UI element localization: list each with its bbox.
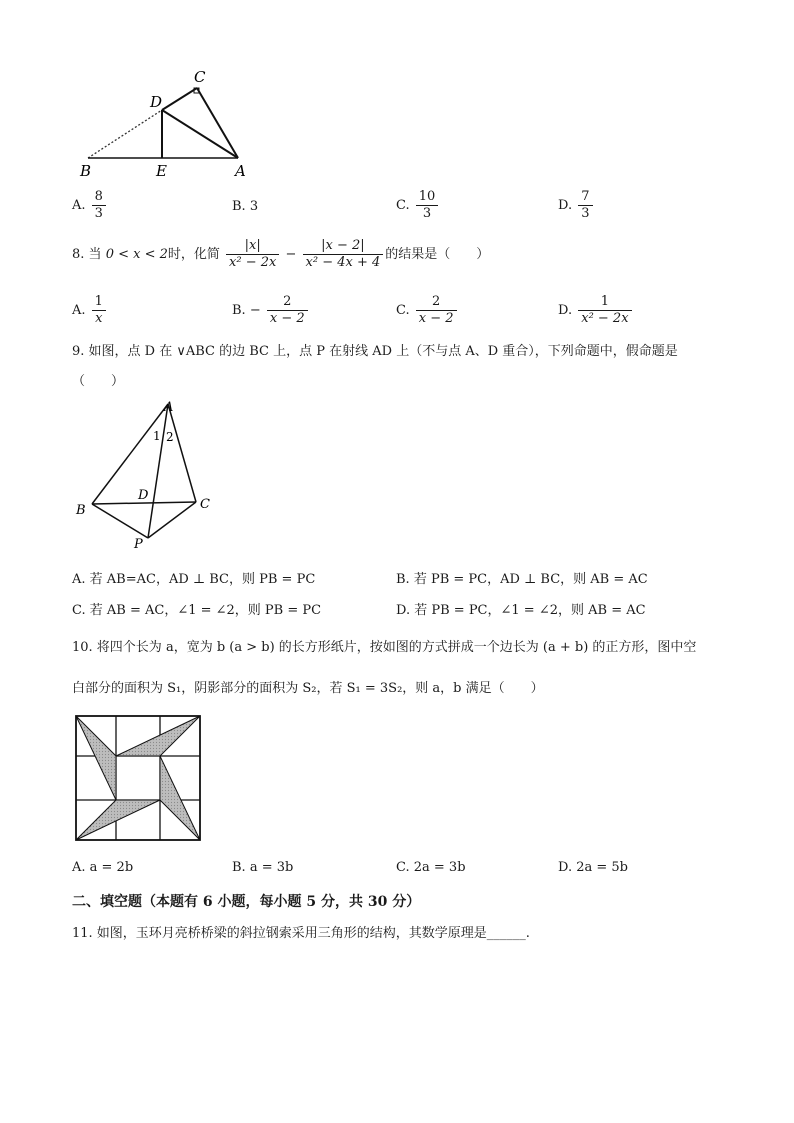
label-P: P — [134, 537, 143, 550]
q7-option-b[interactable]: B. 3 — [232, 199, 259, 214]
q9-option-a[interactable]: A. 若 AB=AC，AD ⊥ BC，则 PB = PC — [72, 572, 316, 587]
section-heading: 二、填空题（本题有 6 小题，每小题 5 分，共 30 分） — [72, 894, 421, 910]
q9-option-c[interactable]: C. 若 AB = AC，∠1 = ∠2，则 PB = PC — [72, 603, 322, 618]
label-C: C — [200, 497, 210, 512]
q7-option-c[interactable]: C. $\frac{10}{3}$ — [396, 189, 440, 222]
q8-option-c[interactable]: C. $\frac{2}{x - 2}$ — [396, 294, 459, 327]
q8-option-b[interactable]: B. − $\frac{2}{x - 2}$ — [232, 294, 310, 327]
q10-option-a[interactable]: A. a = 2b — [72, 860, 134, 875]
label-A: A — [164, 400, 174, 415]
angle-2-label: 2 — [166, 430, 174, 444]
q9-stem-line2: （ ） — [72, 374, 125, 389]
q7-figure — [70, 62, 260, 182]
angle-1-label: 1 — [153, 429, 161, 443]
q8-option-a[interactable]: A. $\frac{1}{x}$ — [72, 294, 108, 327]
q11-stem: 11. 如图，玉环月亮桥桥梁的斜拉钢索采用三角形的结构，其数学原理是______. — [72, 926, 530, 941]
q8-option-d[interactable]: D. $\frac{1}{\text{x² − 2x}}$ — [558, 294, 634, 327]
label-B: B — [80, 162, 92, 180]
q10-option-d[interactable]: D. 2a = 5b — [558, 860, 628, 875]
label-B: B — [76, 503, 86, 518]
q10-stem-line1: 10. 将四个长为 a，宽为 b (a > b) 的长方形纸片，按如图的方式拼成一个边长为 (a + b) 的正方形，图中空 — [72, 640, 697, 655]
label-C: C — [194, 68, 206, 86]
q8-stem: 8. 当 0 < x < 2时，化简 $\frac{|x|}{\text{x² − 2x}}$ − $\frac{|x - 2|}{\text{x² − 4x + 4}}$ 的结果是（ ） — [72, 238, 490, 270]
label-E: E — [156, 162, 167, 180]
q9-option-d[interactable]: D. 若 PB = PC，∠1 = ∠2，则 AB = AC — [396, 603, 646, 618]
q10-stem-line2: 白部分的面积为 S₁，阴影部分的面积为 S₂，若 S₁ = 3S₂，则 a，b 满足（ ） — [72, 681, 544, 696]
label-D: D — [138, 488, 149, 503]
label-D: D — [150, 93, 163, 111]
q10-figure — [74, 714, 202, 842]
q7-option-a[interactable]: A. $\frac{8}{3}$ — [72, 189, 108, 222]
q7-option-d[interactable]: D. $\frac{7}{3}$ — [558, 189, 595, 222]
q10-option-b[interactable]: B. a = 3b — [232, 860, 294, 875]
label-A: A — [235, 162, 246, 180]
q9-stem-line1: 9. 如图，点 D 在 ∨ABC 的边 BC 上，点 P 在射线 AD 上（不与点 A、D 重合），下列命题中，假命题是 — [72, 344, 678, 359]
q10-option-c[interactable]: C. 2a = 3b — [396, 860, 466, 875]
q9-figure — [70, 398, 220, 550]
q9-option-b[interactable]: B. 若 PB = PC，AD ⊥ BC，则 AB = AC — [396, 572, 648, 587]
